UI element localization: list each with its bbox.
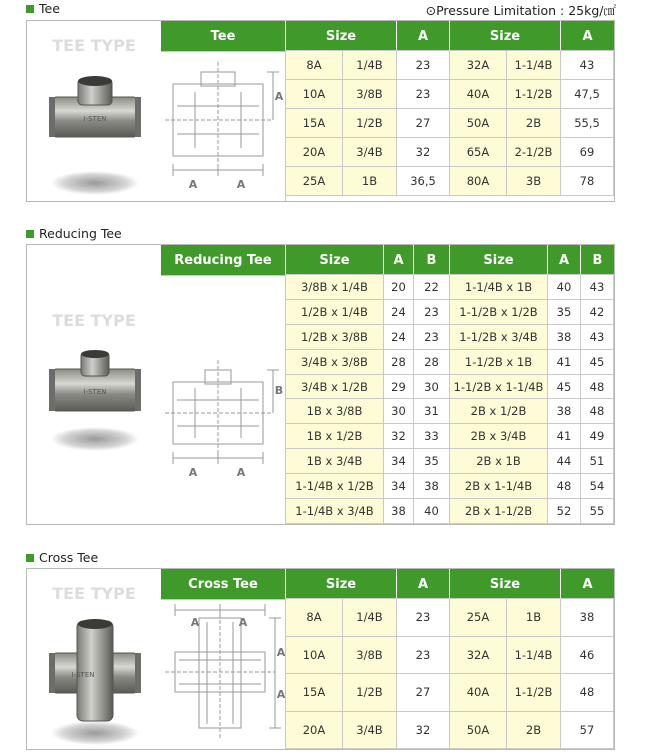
table-cell: 50A: [450, 109, 507, 138]
reducing-tee-dimension-drawing: [161, 276, 285, 524]
table-cell: 2B x 1-1/2B: [450, 499, 548, 524]
section-title: Reducing Tee: [39, 226, 122, 241]
table-cell: 23: [397, 599, 450, 637]
header-size: Size: [286, 569, 397, 599]
table-cell: 3/8B x 1/4B: [286, 275, 384, 300]
table-row: [286, 424, 614, 449]
bullet-square-icon: [26, 230, 34, 238]
table-cell: 38: [548, 324, 581, 349]
table-cell: 32: [397, 711, 450, 749]
table-cell: 23: [397, 51, 450, 80]
section-heading-tee: [26, 1, 60, 16]
tee-drawing: [161, 51, 286, 201]
table-cell: 2B x 1B: [450, 449, 548, 474]
header-a: A: [384, 245, 414, 275]
table-cell: 8A: [286, 51, 343, 80]
dim-label-a: A: [276, 688, 285, 701]
table-cell: 41: [548, 349, 581, 374]
table-cell: 1-1/2B: [507, 80, 561, 109]
section-heading-reducing-tee: [26, 226, 122, 241]
header-b: B: [414, 245, 450, 275]
table-cell: 1/2B x 3/8B: [286, 324, 384, 349]
svg-text:I-STEN: I-STEN: [83, 115, 107, 123]
table-cell: 30: [384, 399, 414, 424]
table-cell: 27: [397, 109, 450, 138]
table-cell: 23: [397, 80, 450, 109]
table-cell: 41: [548, 424, 581, 449]
header-a-2: A: [548, 245, 581, 275]
dim-label-a: A: [188, 178, 198, 191]
table-cell: 23: [414, 299, 450, 324]
dim-label-a: A: [238, 616, 248, 629]
table-cell: 42: [581, 299, 614, 324]
table-cell: 10A: [286, 636, 343, 674]
table-cell: 2B x 3/4B: [450, 424, 548, 449]
table-cell: 1-1/2B x 1-1/4B: [450, 374, 548, 399]
cross-tee-drawing: [161, 599, 286, 749]
table-cell: 3/8B: [343, 636, 397, 674]
table-row: [286, 349, 614, 374]
table-row: [286, 80, 614, 109]
table-cell: 15A: [286, 674, 343, 712]
reducing-tee-panel: [26, 244, 615, 525]
table-cell: 29: [384, 374, 414, 399]
pressure-limitation: ⊙Pressure Limitation : 25kg/㎠: [425, 3, 616, 18]
table-cell: 1B: [343, 167, 397, 196]
table-cell: 54: [581, 474, 614, 499]
table-cell: 28: [384, 349, 414, 374]
table-cell: 55,5: [561, 109, 614, 138]
table-cell: 20A: [286, 711, 343, 749]
table-cell: 32: [397, 138, 450, 167]
table-cell: 2B x 1-1/4B: [450, 474, 548, 499]
dim-label-a: A: [236, 466, 246, 479]
table-row: [286, 636, 614, 674]
table-cell: 1-1/4B: [507, 51, 561, 80]
header-tee: Tee: [161, 21, 286, 51]
table-row: [286, 499, 614, 524]
table-cell: 1-1/4B: [507, 636, 561, 674]
table-cell: 32A: [450, 51, 507, 80]
bullet-square-icon: [26, 554, 34, 562]
table-cell: 38: [548, 399, 581, 424]
table-cell: 10A: [286, 80, 343, 109]
dim-label-a: A: [236, 178, 246, 191]
tee-dimension-drawing: [161, 52, 285, 200]
table-cell: 69: [561, 138, 614, 167]
table-cell: 46: [561, 636, 614, 674]
table-cell: 30: [414, 374, 450, 399]
header-reducing-tee: Reducing Tee: [161, 245, 286, 275]
table-cell: 2B: [507, 711, 561, 749]
svg-text:I-STEN: I-STEN: [83, 388, 107, 396]
table-row: [286, 674, 614, 712]
table-cell: 1-1/2B: [507, 674, 561, 712]
table-cell: 44: [548, 449, 581, 474]
table-cell: 24: [384, 324, 414, 349]
cross-tee-panel: [26, 568, 615, 750]
dim-label-a: A: [188, 466, 198, 479]
table-cell: 1B x 3/4B: [286, 449, 384, 474]
table-cell: 3/4B: [343, 711, 397, 749]
table-row: [286, 109, 614, 138]
table-cell: 23: [414, 324, 450, 349]
table-cell: 23: [397, 636, 450, 674]
dim-label-a: A: [274, 90, 284, 103]
table-cell: 22: [414, 275, 450, 300]
header-size: Size: [286, 21, 397, 51]
table-row: [286, 299, 614, 324]
table-cell: 1-1/4B x 1/2B: [286, 474, 384, 499]
table-cell: 1/2B x 1/4B: [286, 299, 384, 324]
table-row: [286, 399, 614, 424]
table-row: [286, 275, 614, 300]
table-cell: 28: [414, 349, 450, 374]
table-cell: 51: [581, 449, 614, 474]
table-cell: 40A: [450, 80, 507, 109]
table-row: [286, 474, 614, 499]
header-a-2: A: [561, 569, 614, 599]
table-cell: 34: [384, 474, 414, 499]
reducing-tee-fitting-photo: [49, 349, 141, 455]
table-cell: 1B: [507, 599, 561, 637]
cross-tee-fitting-photo: [49, 617, 141, 747]
header-a-2: A: [561, 21, 614, 51]
reducing-tee-drawing: [161, 275, 286, 524]
table-cell: 1/4B: [343, 51, 397, 80]
table-cell: 20: [384, 275, 414, 300]
table-cell: 1/4B: [343, 599, 397, 637]
cross-tee-dimension-drawing: [161, 600, 285, 748]
table-cell: 2B x 1/2B: [450, 399, 548, 424]
table-cell: 20A: [286, 138, 343, 167]
table-cell: 45: [548, 374, 581, 399]
table-cell: 43: [581, 324, 614, 349]
table-cell: 1/2B: [343, 109, 397, 138]
table-cell: 78: [561, 167, 614, 196]
table-cell: 3B: [507, 167, 561, 196]
table-cell: 27: [397, 674, 450, 712]
table-cell: 2-1/2B: [507, 138, 561, 167]
table-cell: 43: [581, 275, 614, 300]
table-cell: 57: [561, 711, 614, 749]
table-cell: 1-1/2B x 1B: [450, 349, 548, 374]
table-cell: 1-1/4B x 1B: [450, 275, 548, 300]
table-cell: 48: [581, 399, 614, 424]
table-cell: 48: [581, 374, 614, 399]
table-cell: 43: [561, 51, 614, 80]
header-size: Size: [286, 245, 384, 275]
table-row: [286, 138, 614, 167]
table-cell: 55: [581, 499, 614, 524]
table-cell: 34: [384, 449, 414, 474]
table-cell: 15A: [286, 109, 343, 138]
dim-label-a: A: [276, 646, 285, 659]
header-size-2: Size: [450, 21, 561, 51]
table-cell: 1B x 3/8B: [286, 399, 384, 424]
table-cell: 32: [384, 424, 414, 449]
table-cell: 33: [414, 424, 450, 449]
table-cell: 36,5: [397, 167, 450, 196]
table-cell: 35: [414, 449, 450, 474]
table-cell: 38: [414, 474, 450, 499]
table-cell: 65A: [450, 138, 507, 167]
header-cross-tee: Cross Tee: [161, 569, 286, 599]
table-cell: 49: [581, 424, 614, 449]
table-row: [286, 167, 614, 196]
type-label: TEE TYPE: [52, 36, 136, 55]
bullet-square-icon: [26, 5, 34, 13]
section-title: Tee: [39, 1, 60, 16]
table-cell: 38: [384, 499, 414, 524]
table-cell: 80A: [450, 167, 507, 196]
table-row: [286, 374, 614, 399]
header-a: A: [397, 21, 450, 51]
table-cell: 3/8B: [343, 80, 397, 109]
reducing-tee-size-table: [285, 274, 614, 524]
tee-panel: [26, 20, 615, 202]
table-cell: 48: [561, 674, 614, 712]
table-cell: 3/4B x 3/8B: [286, 349, 384, 374]
table-cell: 40A: [450, 674, 507, 712]
table-row: [286, 51, 614, 80]
section-heading-cross-tee: [26, 550, 98, 565]
table-cell: 1-1/2B x 1/2B: [450, 299, 548, 324]
section-title: Cross Tee: [39, 550, 99, 565]
table-cell: 25A: [450, 599, 507, 637]
header-size-2: Size: [450, 245, 548, 275]
table-cell: 2B: [507, 109, 561, 138]
table-cell: 38: [561, 599, 614, 637]
dim-label-a: A: [190, 616, 200, 629]
type-label: TEE TYPE: [52, 311, 136, 330]
table-cell: 3/4B: [343, 138, 397, 167]
header-a: A: [397, 569, 450, 599]
table-cell: 24: [384, 299, 414, 324]
table-cell: 50A: [450, 711, 507, 749]
table-cell: 3/4B x 1/2B: [286, 374, 384, 399]
table-cell: 45: [581, 349, 614, 374]
cross-tee-size-table: [285, 598, 614, 749]
header-b-2: B: [581, 245, 614, 275]
table-cell: 35: [548, 299, 581, 324]
table-cell: 48: [548, 474, 581, 499]
svg-text:I-STEN: I-STEN: [71, 671, 95, 679]
table-cell: 31: [414, 399, 450, 424]
table-cell: 32A: [450, 636, 507, 674]
type-label: TEE TYPE: [52, 584, 136, 603]
table-row: [286, 449, 614, 474]
table-cell: 1B x 1/2B: [286, 424, 384, 449]
table-row: [286, 599, 614, 637]
table-cell: 1/2B: [343, 674, 397, 712]
table-row: [286, 324, 614, 349]
table-cell: 47,5: [561, 80, 614, 109]
table-cell: 1-1/2B x 3/4B: [450, 324, 548, 349]
table-cell: 25A: [286, 167, 343, 196]
dim-label-b: B: [274, 384, 284, 397]
table-cell: 52: [548, 499, 581, 524]
table-cell: 1-1/4B x 3/4B: [286, 499, 384, 524]
table-cell: 8A: [286, 599, 343, 637]
table-row: [286, 711, 614, 749]
table-cell: 40: [548, 275, 581, 300]
header-size-2: Size: [450, 569, 561, 599]
table-cell: 40: [414, 499, 450, 524]
tee-fitting-photo: [49, 75, 141, 199]
tee-size-table: [285, 50, 614, 196]
